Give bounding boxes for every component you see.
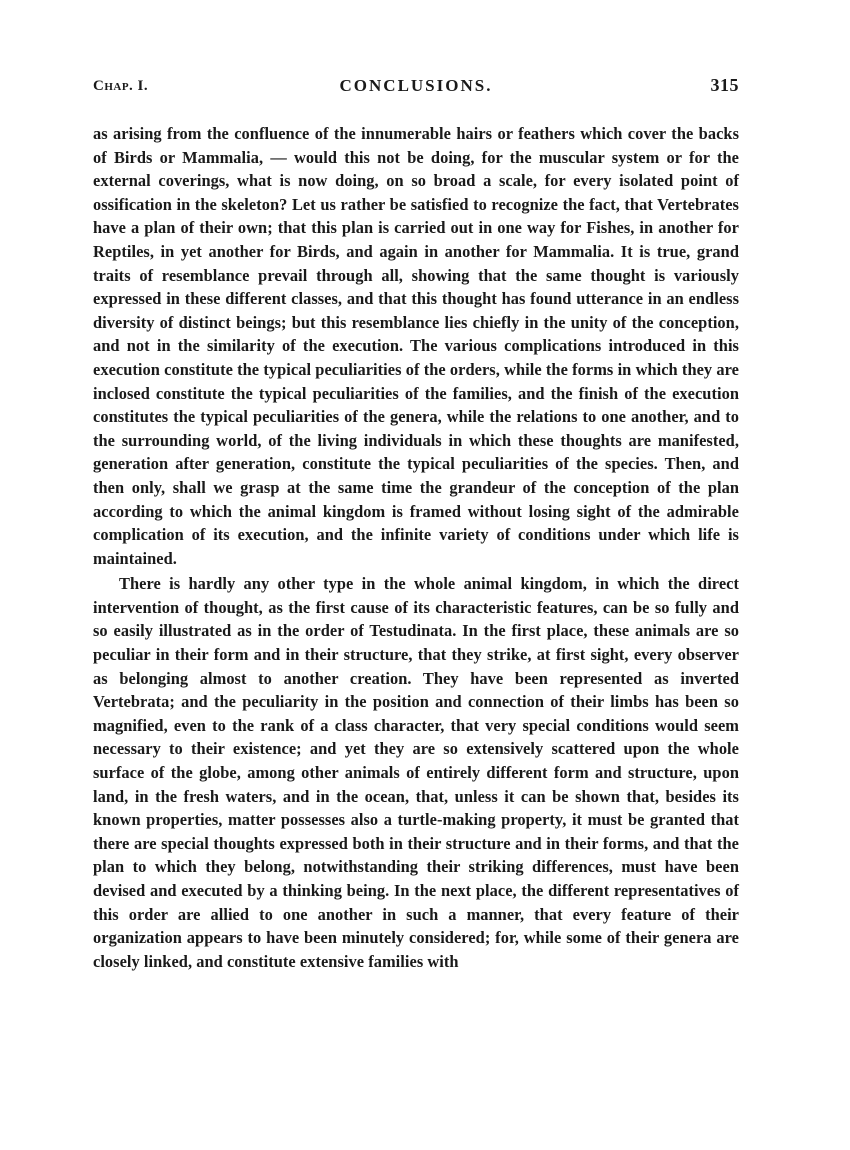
paragraph: as arising from the confluence of the innumerable hairs or feathers which cover the backs of Birds or Mammalia, — would this not be doing, for the muscular system or for the external coverings, what is now doing, on so broad a scale, for every isolated point of ossification in the skeleton? Let us rather be satisfied to recognize the fact, that Vertebrates have a plan of their own; that this plan is carried out in one way for Fishes, in another for Reptiles, in yet another for Birds, and again in another for Mammalia. It is true, grand traits of resemblance prevail through all, showing that the same thought is variously expressed in these different classes, and that this thought has found utterance in an endless diversity of distinct beings; but this resemblance lies chiefly in the unity of the conception, and not in the similarity of the execution. The various complications introduced in this execution constitute the typical peculiarities of the orders, while the forms in which they are inclosed constitute the typical peculiarities of the families, and the finish of the execution constitutes the typical peculiarities of the genera, while the relations to one another, and to the surrounding world, of the living individuals in which these thoughts are manifested, generation after generation, constitute the typical peculiarities of the species. Then, and then only, shall we grasp at the same time the grandeur of the conception of the plan according to which the animal kingdom is framed without losing sight of the admirable complication of its execution, and the infinite variety of conditions under which life is maintained. [93,124,739,568]
paragraph: There is hardly any other type in the whole animal kingdom, in which the direct intervention of thought, as the first cause of its characteristic features, can be so fully and so easily illustrated as in the order of Testudinata. In the first place, these animals are so peculiar in their form and in their structure, that they strike, at first sight, every observer as belonging almost to another creation. They have been represented as inverted Vertebrata; and the peculiarity in the position and connection of their limbs has been so magnified, even to the rank of a class character, that very special conditions would seem necessary to their existence; and yet they are so extensively scattered upon the whole surface of the globe, among other animals of entirely different form and structure, upon land, in the fresh waters, and in the ocean, that, unless it can be shown that, besides its known properties, matter possesses also a turtle-making property, it must be granted that there are special thoughts expressed both in their structure and in their forms, and that the plan to which they belong, notwithstanding their striking differences, must have been devised and executed by a thinking being. In the next place, the different representatives of this order are allied to one another in such a manner, that every feature of their organization appears to have been minutely considered; for, while some of their genera are closely linked, and constitute extensive families with [93,574,739,971]
book-page [93,74,739,973]
chapter-label: Chap. I. [93,78,149,94]
running-head [93,74,739,100]
page-number: 315 [710,75,739,95]
page-title: CONCLUSIONS. [339,76,493,95]
body-text [93,122,739,973]
